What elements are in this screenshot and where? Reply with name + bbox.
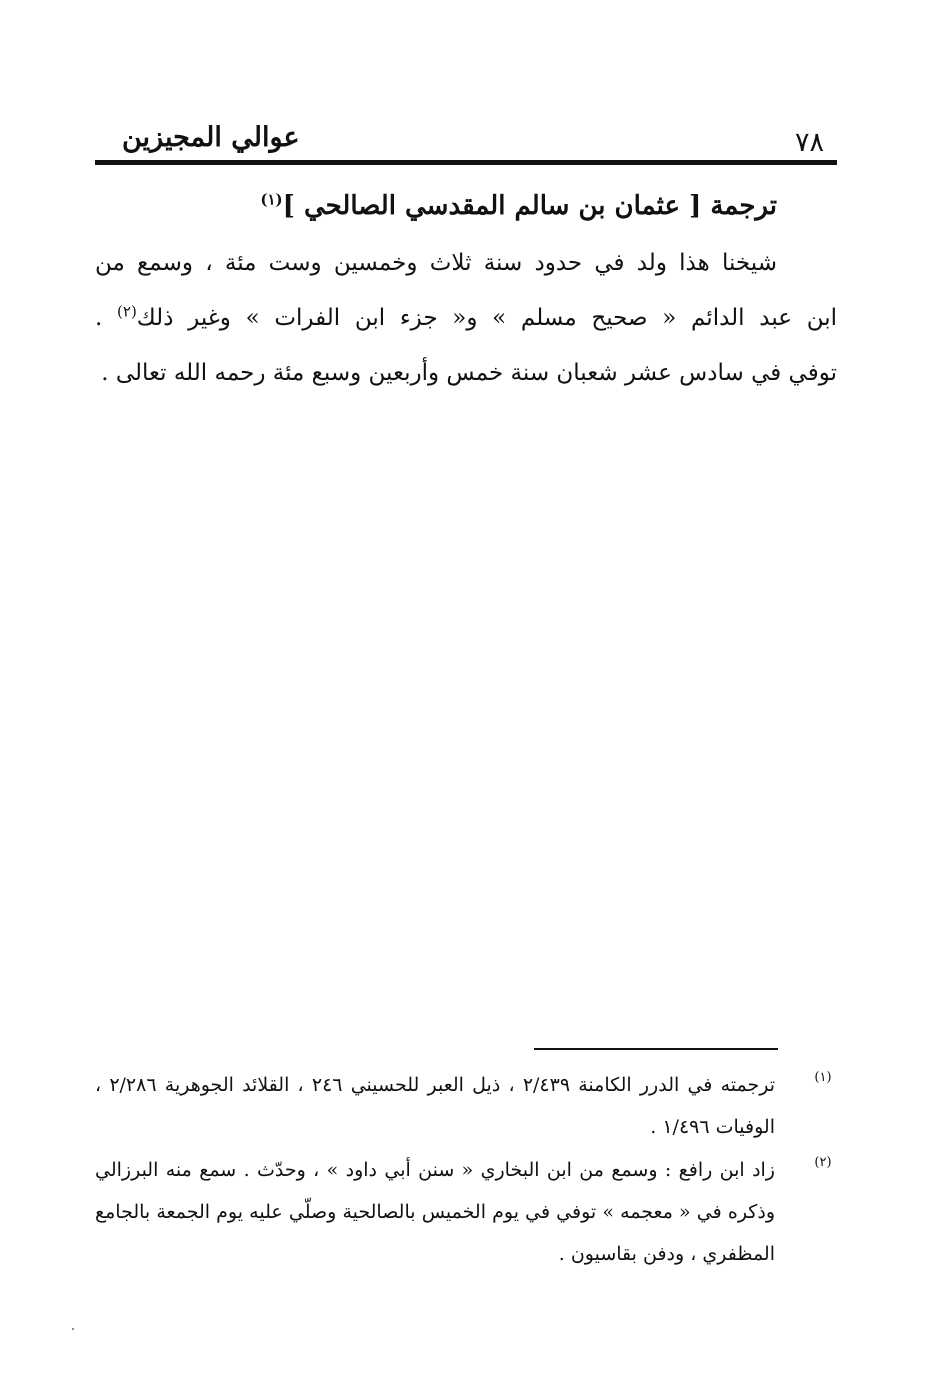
body-line-3: توفي في سادس عشر شعبان سنة خمس وأربعين وسبع مئة رحمه الله تعالى . [101, 360, 837, 386]
footnote-2-line-2: وذكره في « معجمه » توفي في يوم الخميس بالصالحية وصلّي عليه يوم الجمعة بالجامع [95, 1201, 775, 1223]
footnote-marker-2: (٢) [814, 1155, 832, 1170]
running-title: عوالي المجيزين [122, 122, 300, 153]
footnote-2-line-3: المظفري ، ودفن بقاسيون . [558, 1243, 775, 1265]
page-number: ٧٨ [794, 127, 824, 158]
footnote-ref-2: (٢) [117, 302, 137, 321]
body-line-1: شيخنا هذا ولد في حدود سنة ثلاث وخمسين وست مئة ، وسمع من [95, 250, 777, 276]
biography-heading [95, 176, 777, 236]
main-text [95, 176, 837, 401]
footnote-2-line-1: زاد ابن رافع : وسمع من ابن البخاري « سنن أبي داود » ، وحدّث . سمع منه البرزالي [95, 1159, 775, 1181]
footnote-marker-1: (١) [814, 1070, 832, 1085]
footnote-1-line-1: ترجمته في الدرر الكامنة ٢/٤٣٩ ، ذيل العبر للحسيني ٢٤٦ ، القلائد الجوهرية ٢/٢٨٦ ، [95, 1074, 776, 1096]
footnote-ref-1: (١) [260, 190, 283, 209]
heading-text: ترجمة [ عثمان بن سالم المقدسي الصالحي ] [282, 191, 777, 221]
scan-speck [72, 1328, 74, 1330]
footnote-1 [95, 1064, 837, 1148]
footnote-2 [95, 1149, 837, 1275]
body-line-2-end: . [95, 305, 118, 331]
footnote-separator [534, 1048, 778, 1050]
footnotes [95, 1064, 837, 1275]
body-line-2 [95, 291, 837, 346]
header-rule [95, 160, 837, 165]
body-line-2-text: ابن عبد الدائم « صحيح مسلم » و« جزء ابن الفرات » وغير ذلك [136, 305, 838, 331]
footnote-1-line-2: الوفيات ١/٤٩٦ . [650, 1116, 775, 1138]
